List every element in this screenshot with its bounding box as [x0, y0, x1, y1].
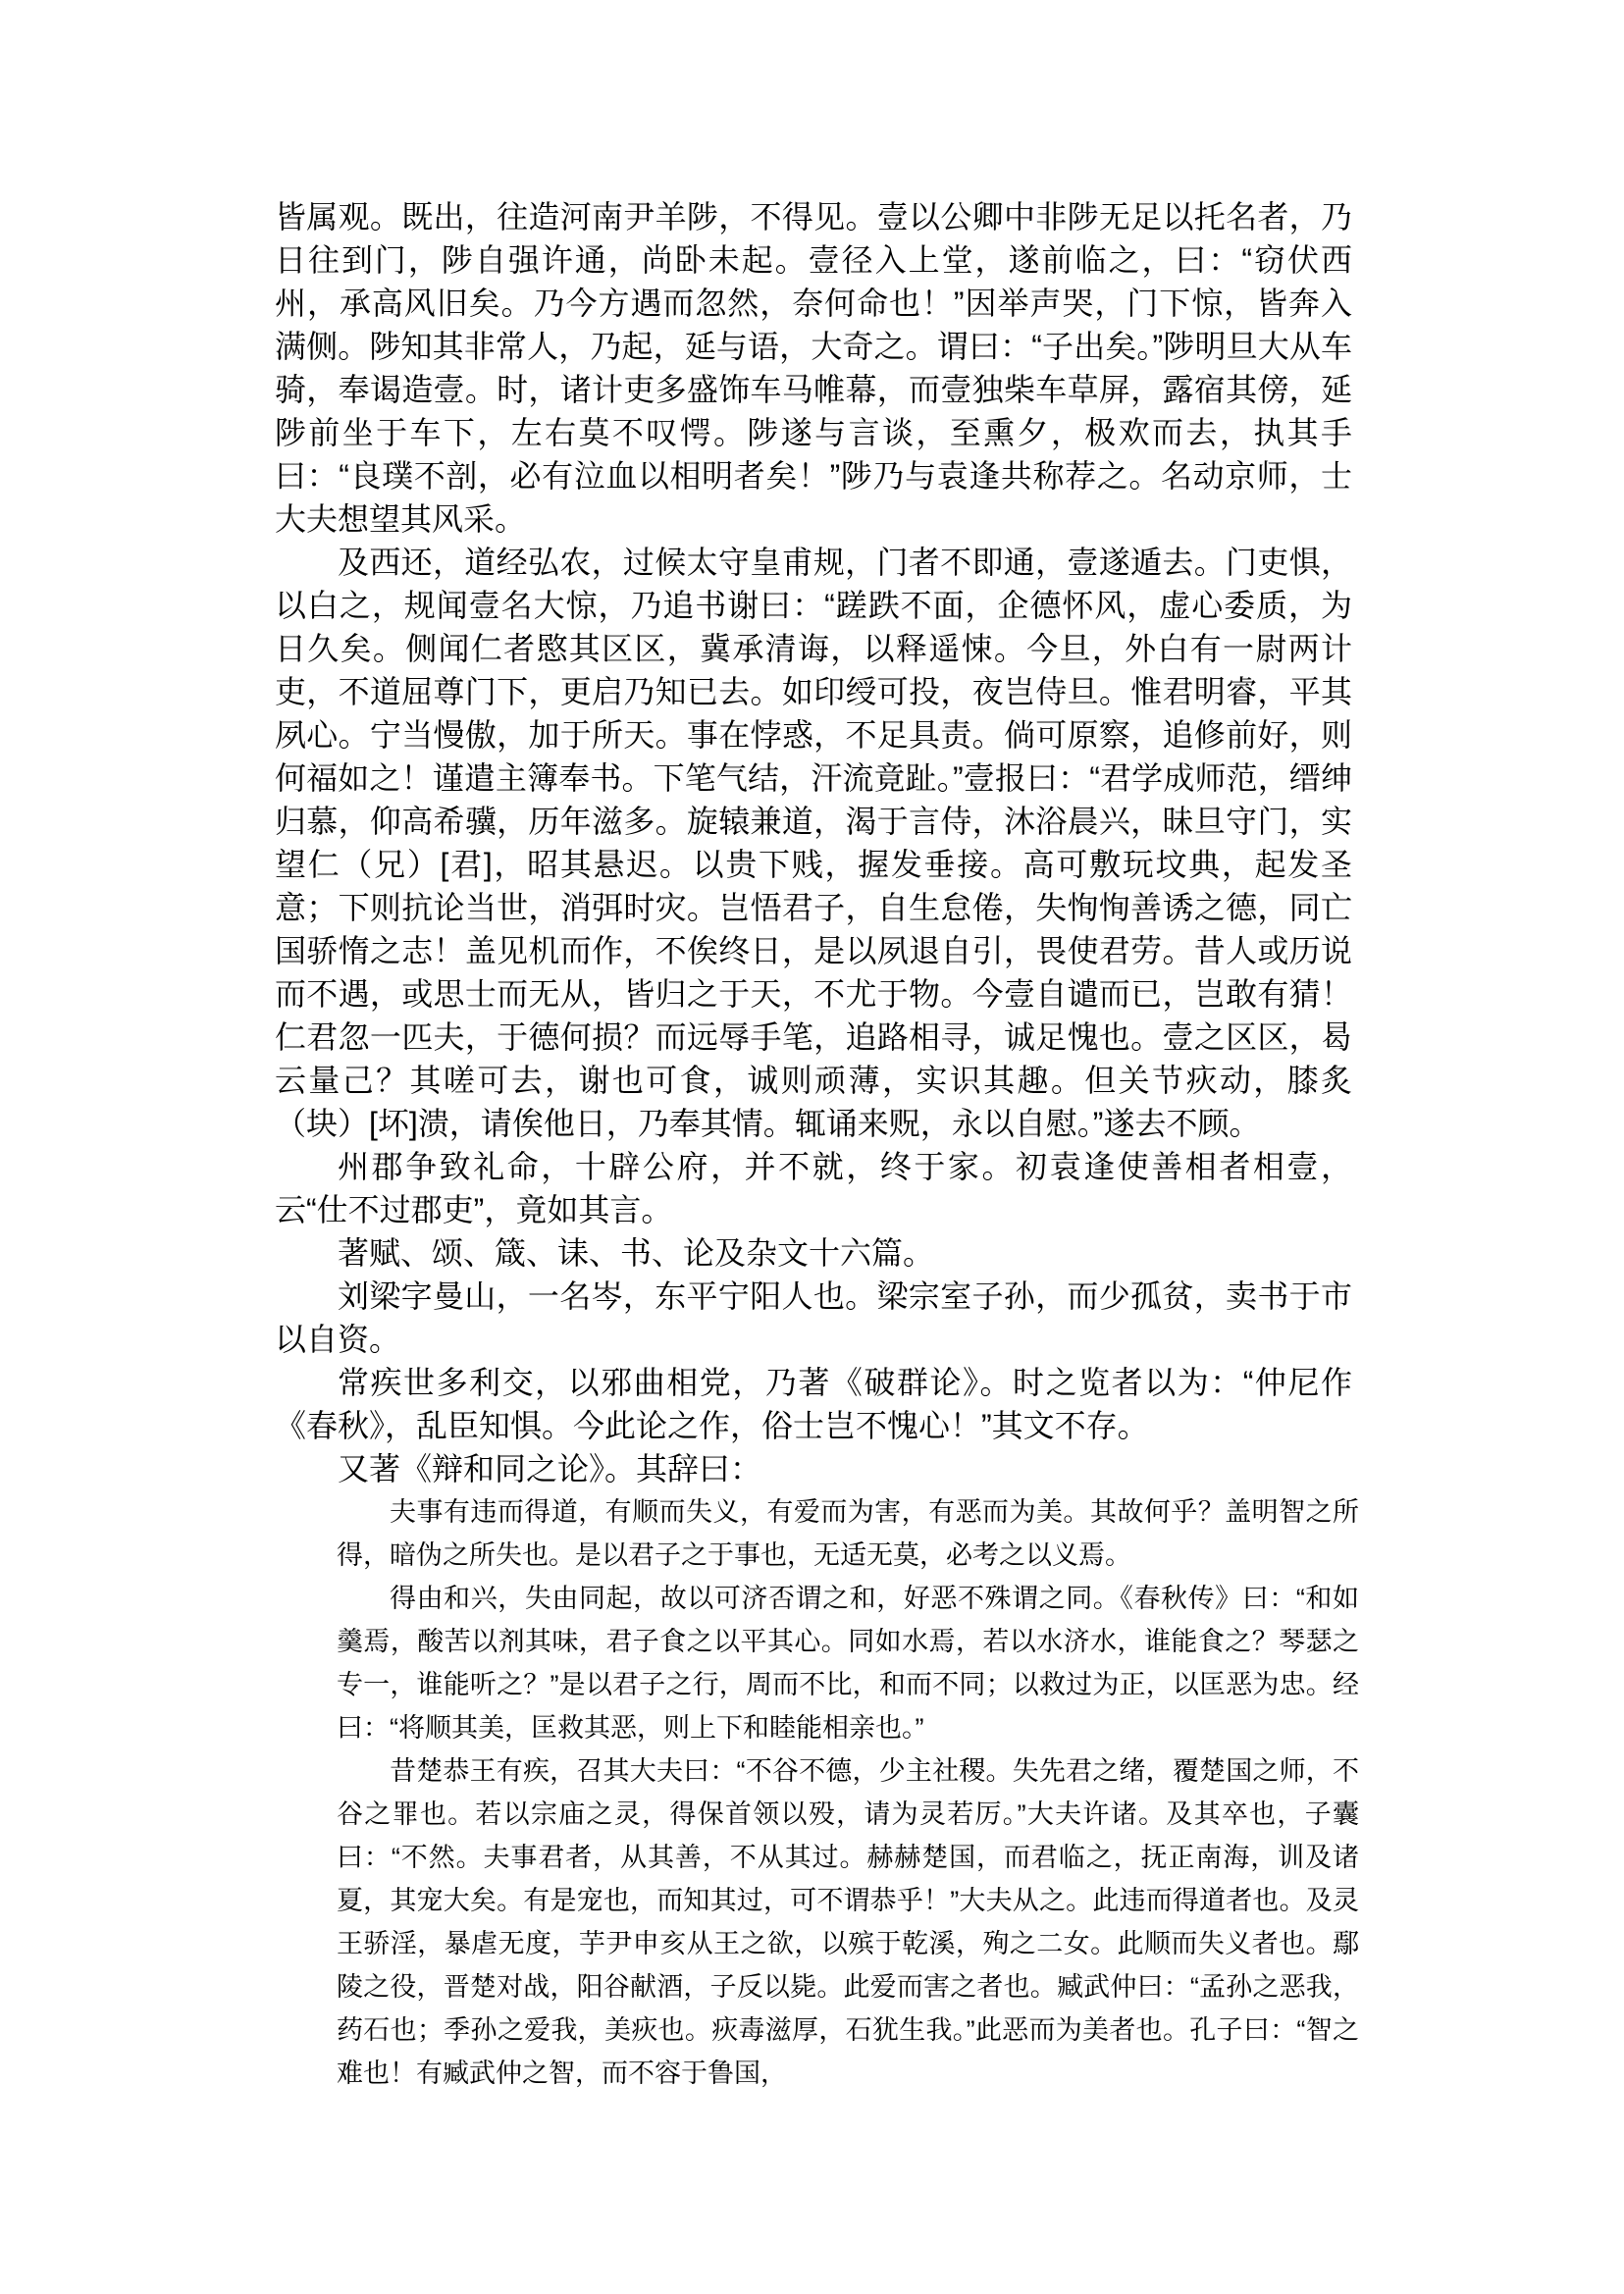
main-text-block [275, 195, 1359, 2095]
body-paragraph-7: 又著《辩和同之论》。其辞曰： [338, 1451, 762, 1486]
quote-paragraph-3: 昔楚恭王有疾，召其大夫曰：“不谷不德，少主社稷。失先君之绪，覆楚国之师，不谷之罪也。若以宗庙之灵，得保首领以殁，请为灵若厉。”大夫许诸。及其卒也，子囊曰：“不然。夫事君者，从其善，不从其过。赫赫楚国，而君临之，抚正南海，训及诸夏，其宠大矣。有是宠也，而知其过，可不谓恭乎！”大夫从之。此违而得道者也。及灵王骄淫，暴虐无度，芋尹申亥从王之欲，以殡于乾溪，殉之二女。此顺而失义者也。鄢陵之役，晋楚对战，阳谷献酒，子反以毙。此爱而害之者也。臧武仲曰：“孟孙之恶我，药石也；季孙之爱我，美疢也。疢毒滋厚，石犹生我。”此恶而为美者也。孔子曰：“智之难也！有臧武仲之智，而不容于鲁国， [337, 1756, 1359, 2088]
body-paragraph-5: 刘梁字曼山，一名岑，东平宁阳人也。梁宗室子孙，而少孤贫，卖书于市以自资。 [275, 1278, 1352, 1357]
body-paragraph-2: 及西还，道经弘农，过候太守皇甫规，门者不即通，壹遂遁去。门吏惧，以白之，规闻壹名大惊，乃追书谢曰：“蹉跌不面，企德怀风，虚心委质，为日久矣。侧闻仁者愍其区区，冀承清诲，以释遥悚。今旦，外白有一尉两计吏，不道屈尊门下，更启乃知已去。如印绶可投，夜岂侍旦。惟君明睿，平其夙心。宁当慢傲，加于所天。事在悖惑，不足具责。倘可原察，追修前好，则何福如之！谨遣主簿奉书。下笔气结，汗流竟趾。”壹报曰：“君学成师范，缙绅归慕，仰高希骥，历年滋多。旋辕兼道，渴于言侍，沐浴晨兴，昧旦守门，实望仁（兄）[君]，昭其悬迟。以贵下贱，握发垂接。高可敷玩坟典，起发圣意；下则抗论当世，消弭时灾。岂悟君子，自生怠倦，失恂恂善诱之德，同亡国骄惰之志！盖见机而作，不俟终日，是以夙退自引，畏使君劳。昔人或历说而不遇，或思士而无从，皆归之于天，不尤于物。今壹自谴而已，岂敢有猜！仁君忽一匹夫，于德何损？而远辱手笔，追路相寻，诚足愧也。壹之区区，曷云量己？其嗟可去，谢也可食，诚则顽薄，实识其趣。但关节疢动，膝炙（块）[坏]溃，请俟他日，乃奉其情。辄诵来贶，永以自慰。”遂去不顾。 [275, 545, 1352, 1141]
body-paragraph-3: 州郡争致礼命，十辟公府，并不就，终于家。初袁逢使善相者相壹，云“仕不过郡吏”，竟如其言。 [275, 1149, 1352, 1227]
body-paragraph-1: 皆属观。既出，往造河南尹羊陟，不得见。壹以公卿中非陟无足以托名者，乃日往到门，陟自强许通，尚卧未起。壹径入上堂，遂前临之，曰：“窃伏西州，承高风旧矣。乃今方遇而忽然，奈何命也！”因举声哭，门下惊，皆奔入满侧。陟知其非常人，乃起，延与语，大奇之。谓曰：“子出矣。”陟明旦大从车骑，奉谒造壹。时，诸计吏多盛饰车马帷幕，而壹独柴车草屏，露宿其傍，延陟前坐于车下，左右莫不叹愕。陟遂与言谈，至熏夕，极欢而去，执其手曰：“良璞不剖，必有泣血以相明者矣！”陟乃与袁逢共称荐之。名动京师，士大夫想望其风采。 [275, 199, 1352, 537]
body-paragraph-4: 著赋、颂、箴、诔、书、论及杂文十六篇。 [338, 1235, 935, 1271]
quote-paragraph-2: 得由和兴，失由同起，故以可济否谓之和，好恶不殊谓之同。《春秋传》曰：“和如羹焉，酸苦以剂其味，君子食之以平其心。同如水焉，若以水济水，谁能食之？琴瑟之专一，谁能听之？”是以君子之行，周而不比，和而不同；以救过为正，以匡恶为忠。经曰：“将顺其美，匡救其恶，则上下和睦能相亲也。” [337, 1584, 1359, 1743]
quote-paragraph-1: 夫事有违而得道，有顺而失义，有爱而为害，有恶而为美。其故何乎？盖明智之所得，暗伪之所失也。是以君子之于事也，无适无莫，必考之以义焉。 [337, 1497, 1359, 1570]
body-paragraph-6: 常疾世多利交，以邪曲相党，乃著《破群论》。时之览者以为：“仲尼作《春秋》，乱臣知惧。今此论之作，俗士岂不愧心！”其文不存。 [275, 1365, 1352, 1443]
quote-block [337, 1490, 1359, 2095]
